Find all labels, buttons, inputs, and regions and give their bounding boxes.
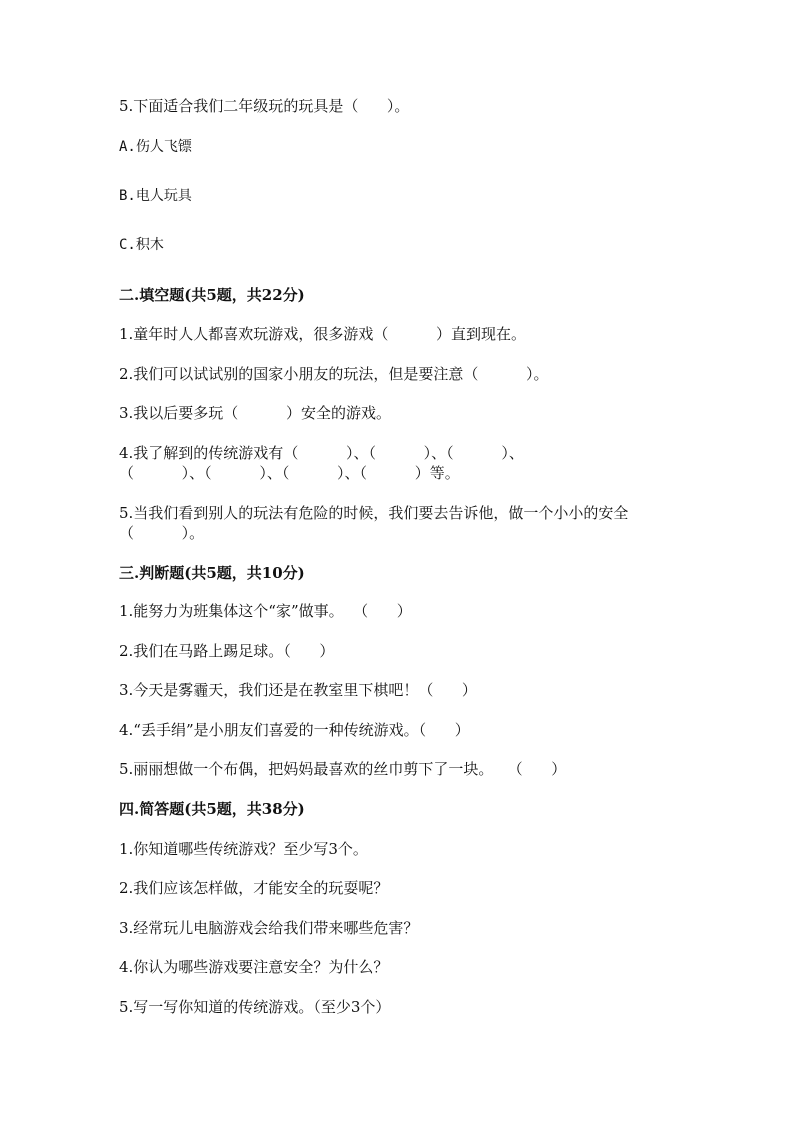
question-judge-5: 5.丽丽想做一个布偶，把妈妈最喜欢的丝巾剪下了一块。 （ ） bbox=[119, 760, 567, 778]
option-c: C.积木 bbox=[119, 237, 164, 253]
question-short-3: 3.经常玩儿电脑游戏会给我们带来哪些危害？ bbox=[119, 919, 419, 937]
question-short-4: 4.你认为哪些游戏要注意安全？为什么？ bbox=[119, 958, 389, 976]
question-judge-2: 2.我们在马路上踢足球。（ ） bbox=[119, 642, 335, 660]
question-judge-3: 3.今天是雾霾天，我们还是在教室里下棋吧！（ ） bbox=[119, 681, 477, 699]
question-short-1: 1.你知道哪些传统游戏？至少写3个。 bbox=[119, 840, 368, 858]
question-fill-4-line1: 4.我了解到的传统游戏有（ ）、（ ）、（ ）、 bbox=[119, 444, 524, 462]
option-b: B.电人玩具 bbox=[119, 188, 192, 204]
question-judge-1: 1.能努力为班集体这个“家”做事。 （ ） bbox=[119, 602, 412, 620]
question-judge-4: 4.“丢手绢”是小朋友们喜爱的一种传统游戏。（ ） bbox=[119, 721, 470, 739]
question-fill-3: 3.我以后要多玩（ ）安全的游戏。 bbox=[119, 404, 391, 422]
section-heading-judge: 三.判断题(共5题，共10分) bbox=[119, 564, 305, 582]
question-fill-2: 2.我们可以试试别的国家小朋友的玩法，但是要注意（ ）。 bbox=[119, 365, 549, 383]
question-fill-5-line1: 5.当我们看到别人的玩法有危险的时候，我们要去告诉他，做一个小小的安全 bbox=[119, 504, 629, 522]
option-a: A.伤人飞镖 bbox=[119, 139, 192, 155]
question-fill-5-line2: （ ）。 bbox=[119, 524, 205, 542]
question-short-5: 5.写一写你知道的传统游戏。（至少3个） bbox=[119, 998, 391, 1016]
section-heading-fill: 二.填空题(共5题，共22分) bbox=[119, 286, 305, 304]
question-short-2: 2.我们应该怎样做，才能安全的玩耍呢？ bbox=[119, 879, 389, 897]
section-heading-short: 四.简答题(共5题，共38分) bbox=[119, 800, 305, 818]
question-mc-5: 5.下面适合我们二年级玩的玩具是（ ）。 bbox=[119, 97, 410, 115]
question-fill-4-line2: （ ）、（ ）、（ ）、（ ）等。 bbox=[119, 464, 460, 482]
question-fill-1: 1.童年时人人都喜欢玩游戏，很多游戏（ ）直到现在。 bbox=[119, 325, 526, 343]
